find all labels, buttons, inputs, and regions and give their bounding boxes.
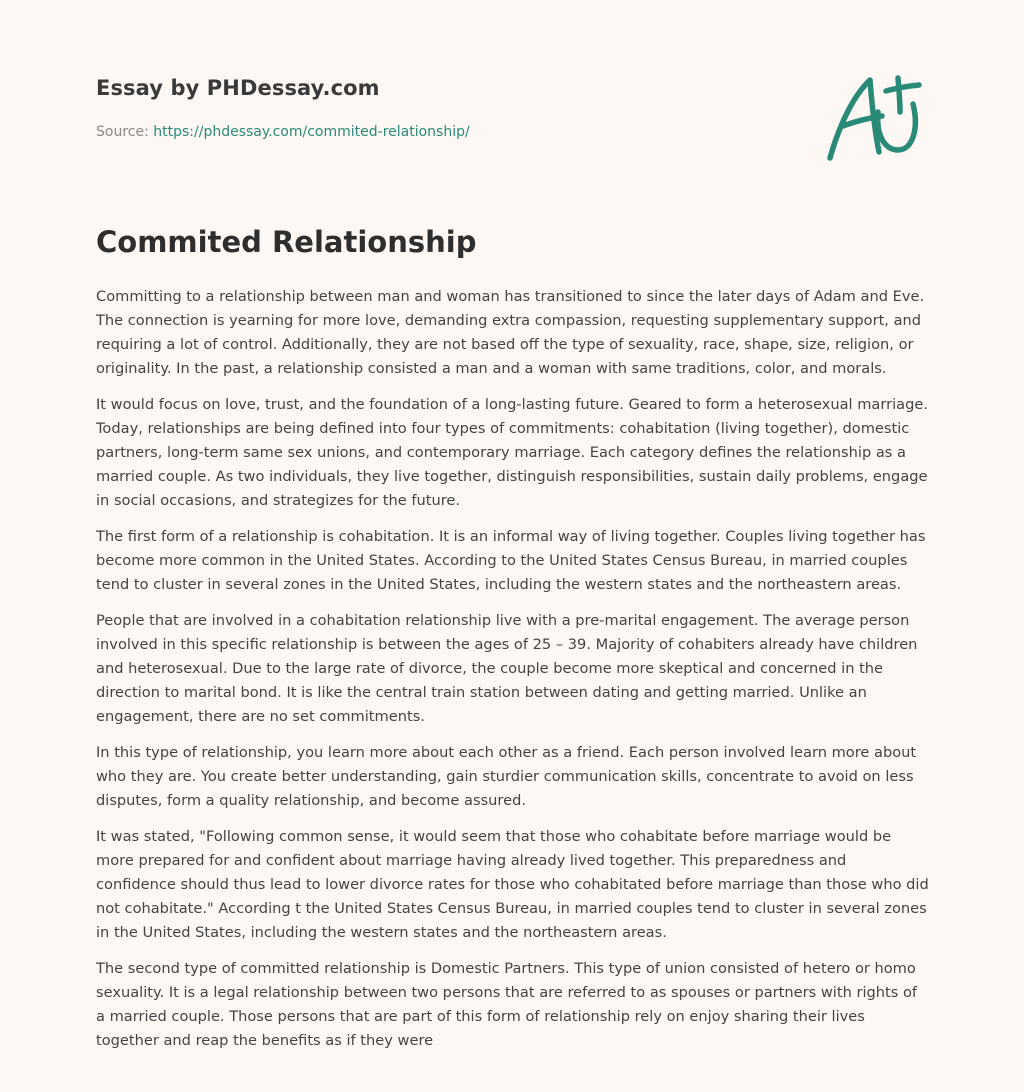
- source-label: Source:: [96, 124, 149, 140]
- essay-paragraph-7: The second type of committed relationship is Domestic Partners. This type of union consisted of hetero or homo sexuality. It is a legal relationship between two persons that are referred to as spouses or partners with rights of a married couple. Those persons that are part of this form of relationship rely on enjoy sharing their lives together and reap the benefits as if they were: [96, 960, 918, 1049]
- essay-title: Commited Relationship: [96, 225, 477, 259]
- essay-paragraph-1: Committing to a relationship between man and woman has transitioned to since the later days of Adam and Eve. The connection is yearning for more love, demanding extra compassion, requesting supplementary support, and requiring a lot of control. Additionally, they are not based off the type of sexuality, race, shape, size, religion, or originality. In the past, a relationship consisted a man and a woman with same traditions, color, and morals.: [96, 288, 925, 377]
- essay-body: [96, 285, 930, 1065]
- a-plus-logo-icon: [822, 66, 932, 166]
- site-title: Essay by PHDessay.com: [96, 76, 380, 100]
- source-link[interactable]: https://phdessay.com/commited-relationship/: [153, 124, 470, 140]
- source-line: [96, 124, 470, 140]
- essay-paragraph-2: It would focus on love, trust, and the foundation of a long-lasting future. Geared to form a heterosexual marriage. Today, relationships are being defined into four types of commitments: cohabitation (living together), domestic partners, long-term same sex unions, and contemporary marriage. Each category defines the relationship as a married couple. As two individuals, they live together, distinguish responsibilities, sustain daily problems, engage in social occasions, and strategizes for the future.: [96, 396, 928, 509]
- essay-paragraph-4: People that are involved in a cohabitation relationship live with a pre-marital engagement. The average person involved in this specific relationship is between the ages of 25 – 39. Majority of cohabiters already have children and heterosexual. Due to the large rate of divorce, the couple become more skeptical and concerned in the direction to marital bond. It is like the central train station between dating and getting married. Unlike an engagement, there are no set commitments.: [96, 612, 918, 725]
- essay-paragraph-5: In this type of relationship, you learn more about each other as a friend. Each person involved learn more about who they are. You create better understanding, gain sturdier communication skills, concentrate to avoid on less disputes, form a quality relationship, and become assured.: [96, 744, 917, 809]
- essay-paragraph-3: The first form of a relationship is cohabitation. It is an informal way of living together. Couples living together has become more common in the United States. According to the United States Census Bureau, in married couples tend to cluster in several zones in the United States, including the western states and the northeastern areas.: [96, 528, 926, 593]
- essay-paragraph-6: It was stated, "Following common sense, it would seem that those who cohabitate before marriage would be more prepared for and confident about marriage having already lived together. This preparedness and confidence should thus lead to lower divorce rates for those who cohabitated before marriage than those who did not cohabitate." According t the United States Census Bureau, in married couples tend to cluster in several zones in the United States, including the western states and the northeastern areas.: [96, 828, 929, 941]
